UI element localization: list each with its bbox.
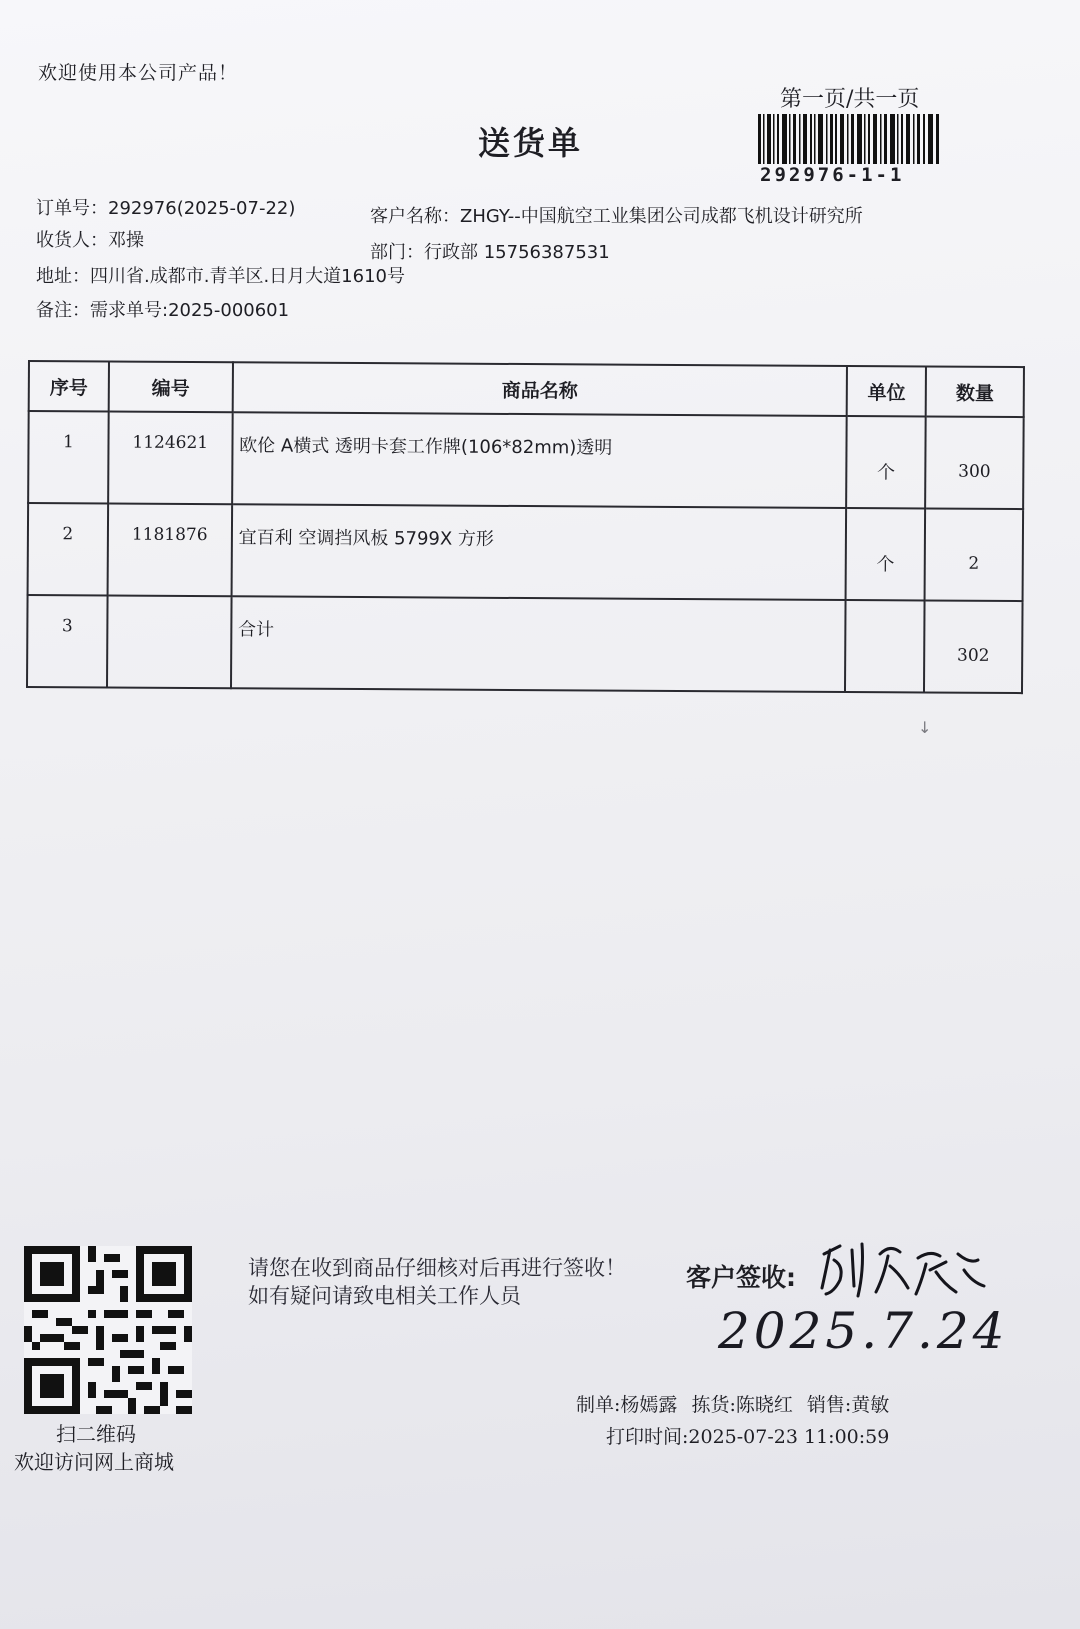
- cell-qty: 300: [925, 416, 1023, 509]
- table-header-row: [29, 361, 1024, 417]
- column-header-name: 商品名称: [232, 362, 847, 416]
- column-header-qty: 数量: [926, 366, 1024, 417]
- cell-unit: 个: [846, 508, 925, 600]
- cell-code: [107, 595, 231, 688]
- barcode-icon: [758, 114, 940, 164]
- qr-code-icon: [24, 1246, 192, 1414]
- cell-code: 1124621: [108, 411, 232, 504]
- table-row: [28, 411, 1024, 509]
- handwritten-sign-date: 2025.7.24: [718, 1302, 1009, 1360]
- column-header-seq: 序号: [29, 361, 109, 411]
- pen-mark-icon: ↓: [918, 718, 932, 737]
- cell-unit: [845, 600, 924, 692]
- cell-code: 1181876: [107, 503, 231, 596]
- welcome-text: 欢迎使用本公司产品！: [38, 62, 239, 84]
- cell-total-label: 合计: [231, 596, 846, 692]
- cell-unit: 个: [846, 416, 925, 508]
- items-table: [26, 360, 1025, 694]
- receiver: 收货人：邓操: [36, 230, 144, 251]
- department: 部门：行政部 15756387531: [370, 242, 610, 263]
- cell-seq: 1: [28, 411, 108, 503]
- barcode-number: 292976-1-1: [760, 164, 905, 186]
- customer-name: 客户名称：ZHGY--中国航空工业集团公司成都飞机设计研究所: [370, 206, 863, 227]
- print-time: 打印时间:2025-07-23 11:00:59: [606, 1426, 890, 1448]
- column-header-unit: 单位: [847, 366, 926, 416]
- cell-name: 宜百利 空调挡风板 5799X 方形: [231, 504, 846, 600]
- address: 地址：四川省.成都市.青羊区.日月大道1610号: [36, 266, 405, 287]
- order-number: 订单号：292976(2025-07-22): [36, 198, 296, 219]
- document-title: 送货单: [478, 124, 584, 162]
- table-row: [28, 503, 1024, 601]
- staff-info: 制单:杨嫣露 拣货:陈晓红 销售:黄敏: [576, 1394, 890, 1416]
- column-header-code: 编号: [109, 361, 233, 412]
- remark: 备注：需求单号:2025-000601: [36, 300, 290, 321]
- cell-name: 欧伦 A横式 透明卡套工作牌(106*82mm)透明: [232, 412, 847, 508]
- page-indicator: 第一页/共一页: [780, 87, 920, 112]
- cell-seq: 3: [27, 595, 107, 687]
- qr-caption-scan: 扫二维码: [56, 1422, 136, 1446]
- handwritten-signature-icon: [818, 1236, 988, 1306]
- cell-qty: 2: [925, 508, 1023, 601]
- verification-notice: 请您在收到商品仔细核对后再进行签收！如有疑问请致电相关工作人员: [248, 1256, 626, 1308]
- cell-total-qty: 302: [924, 600, 1022, 693]
- table-row-total: [27, 595, 1023, 693]
- qr-caption-mall: 欢迎访问网上商城: [14, 1450, 174, 1474]
- customer-sign-label: 客户签收:: [686, 1263, 796, 1292]
- cell-seq: 2: [28, 503, 108, 595]
